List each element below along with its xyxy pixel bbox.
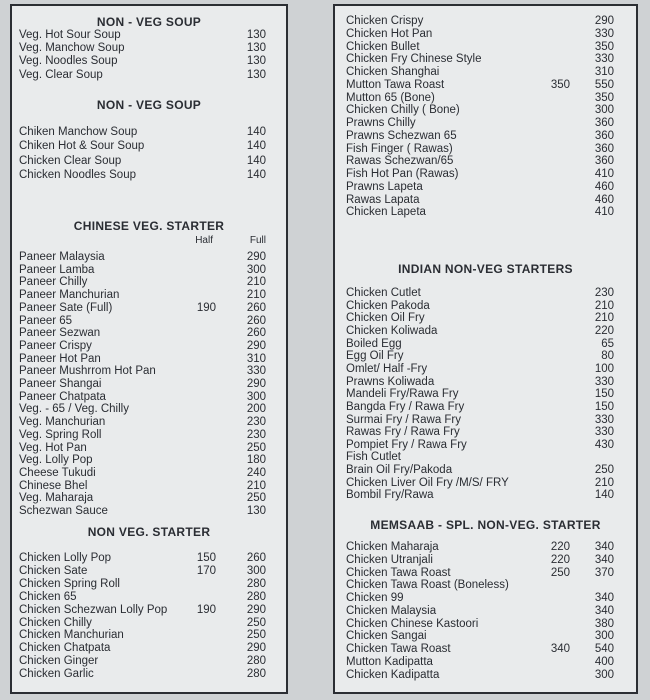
menu-item-name: Chicken Tawa Roast xyxy=(346,566,451,579)
menu-item-price: 460 xyxy=(594,193,614,206)
menu-item-price: 220 xyxy=(594,324,614,337)
menu-item-name: Chicken Chinese Kastoori xyxy=(346,617,479,630)
menu-item-price: 550 xyxy=(594,78,614,91)
menu-item-name: Rawas Lapata xyxy=(346,193,420,206)
menu-item-name: Chicken Bullet xyxy=(346,40,420,53)
menu-item-name: Chicken Liver Oil Fry /M/S/ FRY xyxy=(346,476,509,489)
menu-item-name: Chicken Kadipatta xyxy=(346,668,440,681)
menu-item-name: Pompiet Fry / Rawa Fry xyxy=(346,438,467,451)
menu-item-price: 210 xyxy=(594,476,614,489)
menu-item-price: 140 xyxy=(246,140,266,153)
menu-item xyxy=(12,641,286,655)
menu-item-name: Chiken Manchow Soup xyxy=(19,126,138,138)
menu-item-name: Prawns Koliwada xyxy=(346,375,435,388)
menu-item-price: 260 xyxy=(246,314,266,327)
menu-item-name: Omlet/ Half -Fry xyxy=(346,362,428,375)
menu-item-price: 460 xyxy=(594,180,614,193)
menu-item xyxy=(12,28,286,42)
menu-item xyxy=(12,54,286,68)
menu-item-price: 250 xyxy=(246,441,266,454)
menu-item-price: 250 xyxy=(246,616,266,629)
menu-item-name: Paneer Chatpata xyxy=(19,390,106,403)
menu-item-price: 340 xyxy=(594,541,614,553)
menu-item-name: Chicken Ginger xyxy=(19,655,99,668)
menu-item-name: Chicken Utranjali xyxy=(346,553,433,566)
section-title-memsaab-spl-non-veg-starter: MEMSAAB - SPL. NON-VEG. STARTER xyxy=(370,518,601,532)
menu-item-price: 290 xyxy=(594,15,614,27)
menu-item-price: 280 xyxy=(246,655,266,668)
menu-item-name: Chicken Lapeta xyxy=(346,206,426,219)
menu-item-name: Paneer Sate (Full) xyxy=(19,301,113,314)
menu-item-price: 150 xyxy=(594,400,614,413)
menu-item-price: 210 xyxy=(246,276,266,289)
menu-item-half-price: 220 xyxy=(550,553,570,566)
menu-item-price: 280 xyxy=(246,668,266,681)
menu-item-name: Chicken Tawa Roast (Boneless) xyxy=(346,579,509,592)
full-column-label: Full xyxy=(249,235,266,246)
menu-item-name: Chicken 65 xyxy=(19,590,77,603)
menu-item-name: Chinese Bhel xyxy=(19,479,88,492)
menu-item-price: 140 xyxy=(246,126,266,138)
menu-item-name: Veg. Spring Roll xyxy=(19,428,102,441)
menu-item-price: 370 xyxy=(594,566,614,579)
menu-column-right xyxy=(333,4,638,694)
menu-item-name: Chicken Manchurian xyxy=(19,629,124,642)
menu-item-half-price: 170 xyxy=(196,564,216,577)
menu-item-name: Chicken Oil Fry xyxy=(346,312,425,325)
menu-item-price: 260 xyxy=(246,301,266,314)
menu-item-price: 130 xyxy=(246,505,266,517)
menu-item-price: 300 xyxy=(246,564,266,577)
menu-item-name: Chicken Koliwada xyxy=(346,324,438,337)
menu-item-price: 290 xyxy=(246,251,266,263)
menu-item-price: 290 xyxy=(246,378,266,390)
menu-item-name: Mutton Tawa Roast xyxy=(346,78,445,91)
menu-item-name: Paneer Manchurian xyxy=(19,289,120,302)
menu-item-price: 230 xyxy=(246,416,266,429)
menu-column-left xyxy=(10,4,288,694)
menu-item xyxy=(12,168,286,182)
menu-item-name: Chicken Hot Pan xyxy=(346,27,433,40)
menu-item-price: 260 xyxy=(246,552,266,564)
section-title-non-veg-starter: NON VEG. STARTER xyxy=(87,525,211,539)
menu-item-name: Veg. Clear Soup xyxy=(19,68,103,81)
menu-item-name: Prawns Schezwan 65 xyxy=(346,129,457,142)
menu-item-price: 280 xyxy=(246,590,266,603)
menu-item-name: Rawas Fry / Rawa Fry xyxy=(346,426,460,439)
menu-item-price: 310 xyxy=(594,66,614,78)
menu-item-name: Chicken Lolly Pop xyxy=(19,552,112,564)
menu-item-price: 130 xyxy=(246,29,266,41)
menu-item-name: Veg. Hot Pan xyxy=(19,441,87,454)
menu-item-name: Boiled Egg xyxy=(346,337,402,350)
section-title-indian-non-veg-starters: INDIAN NON-VEG STARTERS xyxy=(398,262,573,276)
menu-item-name: Fish Hot Pan (Rawas) xyxy=(346,168,459,180)
menu-item-name: Chicken Malaysia xyxy=(346,604,437,617)
menu-item-name: Chicken Noodles Soup xyxy=(19,169,136,182)
menu-item-name: Chicken Spring Roll xyxy=(19,577,120,590)
menu-item-name: Chicken Chilly ( Bone) xyxy=(346,104,460,117)
menu-item-name: Veg. Maharaja xyxy=(19,492,94,505)
menu-item-price: 400 xyxy=(594,655,614,668)
menu-item-price: 360 xyxy=(594,155,614,168)
menu-item-price: 360 xyxy=(594,142,614,155)
menu-item-name: Paneer Shangai xyxy=(19,378,102,390)
menu-item-name: Paneer Mushrrom Hot Pan xyxy=(19,365,156,378)
menu-item xyxy=(12,603,286,617)
section-title-chinese-veg-starter: CHINESE VEG. STARTER xyxy=(73,219,225,233)
half-column-label: Half xyxy=(195,235,213,246)
menu-item-name: Chicken Crispy xyxy=(346,15,424,27)
menu-item-price: 240 xyxy=(246,466,266,479)
menu-item-price: 140 xyxy=(246,154,266,167)
menu-item-name: Veg. Lolly Pop xyxy=(19,454,93,467)
menu-item-name: Paneer 65 xyxy=(19,314,73,327)
menu-item-price: 210 xyxy=(246,479,266,492)
menu-item-price: 100 xyxy=(594,362,614,375)
menu-item-price: 210 xyxy=(246,289,266,302)
menu-item-name: Chicken Chilly xyxy=(19,616,92,629)
menu-item xyxy=(12,154,286,168)
menu-item-name: Chicken Tawa Roast xyxy=(346,643,451,655)
menu-item-name: Veg. Manchurian xyxy=(19,416,106,429)
menu-item-price: 330 xyxy=(594,53,614,66)
menu-item-price: 130 xyxy=(246,68,266,81)
menu-item-price: 540 xyxy=(594,643,614,655)
menu-item-name: Chicken Sangai xyxy=(346,630,427,643)
menu-item-name: Chicken Chatpata xyxy=(19,642,111,655)
menu-item-price: 65 xyxy=(601,337,614,350)
menu-item-price: 250 xyxy=(246,492,266,505)
section-title-non-veg-soup: NON - VEG SOUP xyxy=(96,15,202,29)
menu-item xyxy=(12,654,286,668)
menu-item-price: 260 xyxy=(246,327,266,340)
menu-item-price: 330 xyxy=(594,426,614,439)
menu-item-name: Veg. - 65 / Veg. Chilly xyxy=(19,403,129,416)
menu-item-price: 430 xyxy=(594,438,614,451)
menu-item-name: Bangda Fry / Rawa Fry xyxy=(346,400,465,413)
menu-item-price: 410 xyxy=(594,206,614,219)
menu-item-name: Egg Oil Fry xyxy=(346,350,404,363)
menu-item-price: 290 xyxy=(246,339,266,352)
menu-item-half-price: 350 xyxy=(550,78,570,91)
menu-item-name: Paneer Crispy xyxy=(19,339,92,352)
menu-item xyxy=(12,616,286,630)
menu-item-name: Chicken 99 xyxy=(346,592,404,604)
menu-item-price: 300 xyxy=(594,668,614,681)
menu-item-price: 230 xyxy=(594,287,614,299)
menu-item-price: 330 xyxy=(594,375,614,388)
menu-item-half-price: 340 xyxy=(550,643,570,655)
menu-item-name: Cheese Tukudi xyxy=(19,466,96,479)
menu-item-price: 210 xyxy=(594,299,614,312)
menu-item-price: 380 xyxy=(594,617,614,630)
menu-item-name: Mandeli Fry/Rawa Fry xyxy=(346,388,459,401)
menu-item xyxy=(335,205,636,219)
menu-item xyxy=(12,564,286,578)
menu-item-price: 140 xyxy=(246,169,266,182)
menu-item-name: Veg. Noodles Soup xyxy=(19,55,118,68)
menu-item-half-price: 220 xyxy=(550,541,570,553)
menu-item-name: Chicken Cutlet xyxy=(346,287,421,299)
menu-item-name: Prawns Chilly xyxy=(346,117,416,129)
menu-item xyxy=(12,125,286,139)
menu-item xyxy=(12,551,286,565)
menu-item-name: Brain Oil Fry/Pakoda xyxy=(346,464,453,477)
menu-item-price: 340 xyxy=(594,604,614,617)
menu-item-name: Bombil Fry/Rawa xyxy=(346,489,434,502)
menu-item-price: 340 xyxy=(594,553,614,566)
menu-item-name: Paneer Sezwan xyxy=(19,327,101,340)
menu-item xyxy=(12,68,286,82)
menu-item-name: Veg. Manchow Soup xyxy=(19,42,125,55)
menu-item-price: 150 xyxy=(594,388,614,401)
menu-item-name: Prawns Lapeta xyxy=(346,180,423,193)
menu-item-price: 410 xyxy=(594,168,614,180)
menu-item-price: 330 xyxy=(594,413,614,426)
menu-item-name: Chicken Pakoda xyxy=(346,299,430,312)
menu-item xyxy=(335,488,636,502)
menu-item-price: 290 xyxy=(246,603,266,616)
menu-item-price: 300 xyxy=(246,390,266,403)
menu-item-price: 290 xyxy=(246,642,266,655)
section-title-non-veg-soup: NON - VEG SOUP xyxy=(96,98,202,112)
menu-item-price: 210 xyxy=(594,312,614,325)
menu-item xyxy=(12,628,286,642)
menu-item-price: 250 xyxy=(246,629,266,642)
menu-item-price: 230 xyxy=(246,428,266,441)
menu-item-half-price: 150 xyxy=(196,552,216,564)
menu-item xyxy=(335,668,636,682)
menu-item-price: 130 xyxy=(246,42,266,55)
menu-item-price: 180 xyxy=(246,454,266,467)
menu-item-name: Paneer Lamba xyxy=(19,263,95,276)
menu-item xyxy=(12,139,286,153)
menu-item-price: 140 xyxy=(594,489,614,502)
menu-item-price: 80 xyxy=(601,350,614,363)
menu-item-name: Mutton 65 (Bone) xyxy=(346,91,435,104)
menu-item-price: 280 xyxy=(246,577,266,590)
menu-item xyxy=(12,504,286,518)
menu-item-name: Chicken Garlic xyxy=(19,668,94,681)
menu-item-price: 310 xyxy=(246,352,266,365)
menu-item xyxy=(12,590,286,604)
menu-item-name: Chicken Shanghai xyxy=(346,66,440,78)
menu-item-name: Chicken Schezwan Lolly Pop xyxy=(19,603,168,616)
menu-item-half-price: 250 xyxy=(550,566,570,579)
menu-item-name: Paneer Hot Pan xyxy=(19,352,101,365)
menu-item-price: 350 xyxy=(594,91,614,104)
menu-item-half-price: 190 xyxy=(196,603,216,616)
menu-item-price: 300 xyxy=(594,104,614,117)
menu-item-name: Paneer Malaysia xyxy=(19,251,105,263)
menu-item-price: 250 xyxy=(594,464,614,477)
menu-item-name: Chicken Maharaja xyxy=(346,541,439,553)
menu-item-name: Schezwan Sauce xyxy=(19,505,108,517)
menu-item-price: 330 xyxy=(594,27,614,40)
menu-item-name: Chicken Fry Chinese Style xyxy=(346,53,482,66)
menu-item xyxy=(12,667,286,681)
menu-item-name: Mutton Kadipatta xyxy=(346,655,433,668)
menu-item-price: 360 xyxy=(594,129,614,142)
menu-item-name: Chiken Hot & Sour Soup xyxy=(19,140,145,153)
menu-item-price: 340 xyxy=(594,592,614,604)
menu-item-price: 130 xyxy=(246,55,266,68)
menu-item xyxy=(12,41,286,55)
menu-item-price: 330 xyxy=(246,365,266,378)
menu-item-name: Chicken Sate xyxy=(19,564,88,577)
menu-item-half-price: 190 xyxy=(196,301,216,314)
menu-item-price: 360 xyxy=(594,117,614,129)
menu-item-name: Fish Finger ( Rawas) xyxy=(346,142,453,155)
menu-item-name: Surmai Fry / Rawa Fry xyxy=(346,413,462,426)
menu-item-price: 300 xyxy=(246,263,266,276)
menu-item xyxy=(12,577,286,591)
menu-item-name: Veg. Hot Sour Soup xyxy=(19,29,121,41)
menu-item-name: Rawas Schezwan/65 xyxy=(346,155,454,168)
menu-item-price: 300 xyxy=(594,630,614,643)
menu-item-name: Paneer Chilly xyxy=(19,276,88,289)
menu-item-name: Fish Cutlet xyxy=(346,451,401,464)
menu-item-price: 350 xyxy=(594,40,614,53)
menu-item-name: Chicken Clear Soup xyxy=(19,154,122,167)
menu-item-price: 200 xyxy=(246,403,266,416)
